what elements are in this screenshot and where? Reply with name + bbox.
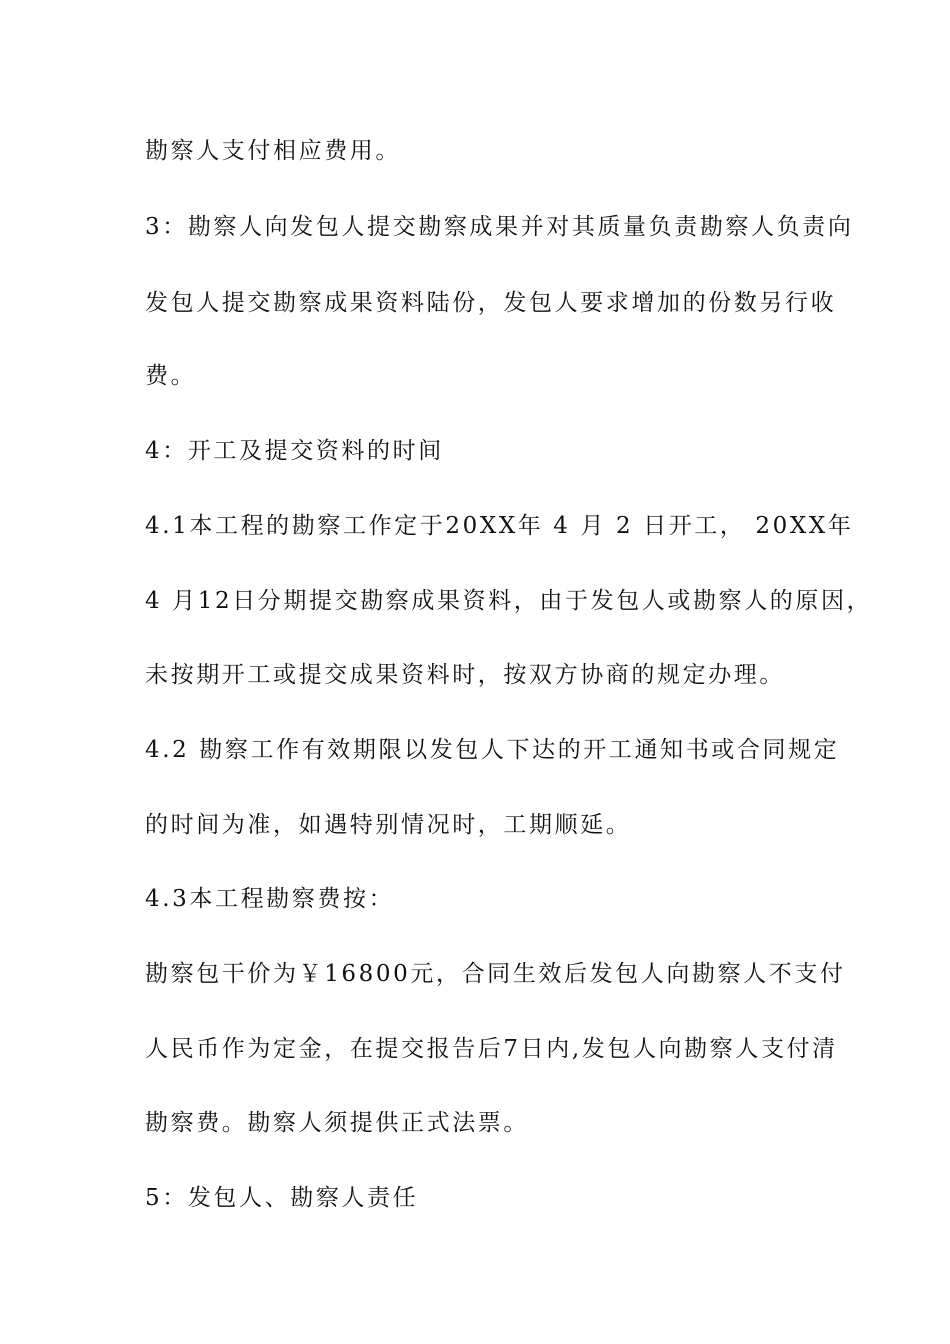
text-line: 人民币作为定金，在提交报告后7日内,发包人向勘察人支付清 — [145, 1036, 838, 1062]
text-line: 的时间为准，如遇特别情况时，工期顺延。 — [145, 812, 632, 838]
text-line: 4.2 勘察工作有效期限以发包人下达的开工通知书或合同规定 — [145, 737, 840, 763]
text-line: 勘察包干价为￥16800元，合同生效后发包人向勘察人不支付 — [145, 961, 846, 987]
text-line: 3：勘察人向发包人提交勘察成果并对其质量负责勘察人负责向 — [145, 214, 854, 240]
text-line: 4 月12日分期提交勘察成果资料，由于发包人或勘察人的原因， — [145, 588, 873, 614]
section-heading: 4：开工及提交资料的时间 — [145, 438, 444, 464]
text-line: 4.1本工程的勘察工作定于20XX年 4 月 2 日开工， 20XX年 — [145, 513, 854, 539]
text-line: 勘察人支付相应费用。 — [145, 138, 401, 164]
section-heading: 5：发包人、勘察人责任 — [145, 1185, 419, 1211]
text-line: 4.3本工程勘察费按： — [145, 886, 395, 912]
text-line: 发包人提交勘察成果资料陆份，发包人要求增加的份数另行收 — [145, 290, 837, 316]
text-line: 勘察费。勘察人须提供正式法票。 — [145, 1110, 529, 1136]
text-line: 费。 — [145, 363, 197, 389]
text-line: 未按期开工或提交成果资料时，按双方协商的规定办理。 — [145, 662, 785, 688]
